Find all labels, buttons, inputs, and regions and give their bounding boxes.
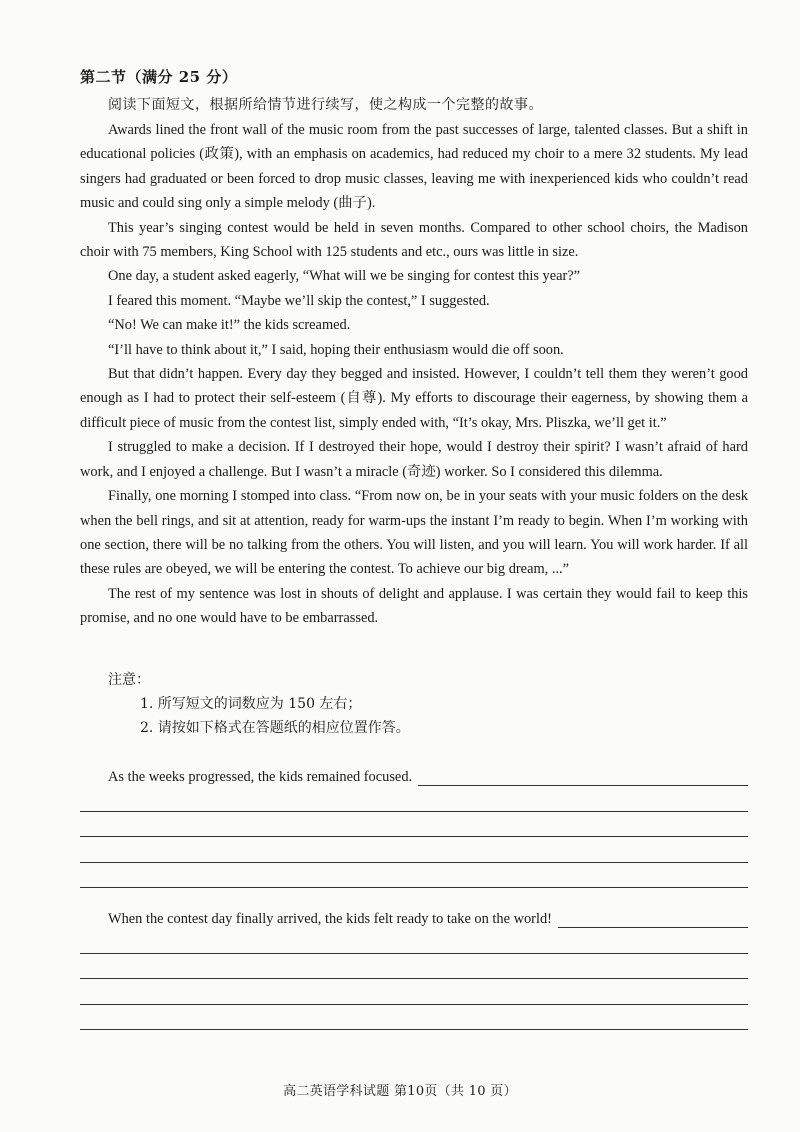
section-title: 第二节（满分 25 分） [80,68,238,86]
passage-paragraph: Awards lined the front wall of the music room from the past successes of large, talented classes. But a shift in educational policies (政策), with an emphasis on academics, had reduced my choir to a mere 32 students. My lead singers had graduated or been forced to drop music classes, leaving me with inexperienced kids who couldn’t read music and could sing only a simple melody (曲子). [80,122,748,212]
answer-area [80,764,748,1030]
writing-line[interactable] [80,863,748,889]
passage-paragraph: This year’s singing contest would be held in seven months. Compared to other school choirs, the Madison choir with 75 members, King School with 125 students and etc., ours was little in size. [80,219,748,261]
passage-paragraph: But that didn’t happen. Every day they begged and insisted. However, I couldn’t tell them they weren’t good enough as I had to protect their self-esteem (自尊). My efforts to discourage their eagerness, by showing them a difficult piece of music from the contest list, simply ended with, “It’s okay, Mrs. Pliszka, we’ll get it.” [80,366,748,431]
passage-paragraph: Finally, one morning I stomped into class. “From now on, be in your seats with your music folders on the desk when the bell rings, and sit at attention, ready for warm-ups the instant I’m ready to begin. When I’m working with one section, there will be no talking from the others. You will listen, and you will learn. You will work harder. If all these rules are obeyed, we will be entering the contest. To achieve our big dream, ...” [80,488,748,578]
writing-line[interactable] [80,928,748,954]
writing-line[interactable] [80,786,748,812]
notes-block [108,668,410,740]
prompt-text: As the weeks progressed, the kids remained focused. [108,769,413,785]
passage-paragraph: The rest of my sentence was lost in shouts of delight and applause. I was certain they would fail to keep this promise, and no one would have to be embarrassed. [80,585,748,627]
instruction-text: 阅读下面短文，根据所给情节进行续写，使之构成一个完整的故事。 [108,97,543,113]
continuation-prompt-1 [108,764,748,786]
passage-paragraph: I struggled to make a decision. If I destroyed their hope, would I destroy their spirit? I wasn’t afraid of hard work, and I enjoyed a challenge. But I wasn’t a miracle (奇迹) worker. So I considered this dilemma. [80,439,748,480]
writing-line[interactable] [418,771,748,786]
writing-line[interactable] [558,913,748,928]
passage-paragraph: “No! We can make it!” the kids screamed. [108,317,351,334]
notes-heading: 注意： [108,672,150,688]
passage-paragraph: I feared this moment. “Maybe we’ll skip the contest,” I suggested. [108,292,490,309]
passage-paragraph: “I’ll have to think about it,” I said, hoping their enthusiasm would die off soon. [108,341,564,358]
writing-line[interactable] [80,954,748,980]
writing-line[interactable] [80,837,748,863]
writing-line[interactable] [80,812,748,838]
passage-paragraph: One day, a student asked eagerly, “What will we be singing for contest this year?” [108,268,581,285]
note-item: 1. 所写短文的词数应为 150 左右； [140,696,362,712]
prompt-text: When the contest day finally arrived, the kids felt ready to take on the world! [108,911,552,927]
continuation-prompt-2 [108,906,748,928]
writing-line[interactable] [80,1005,748,1031]
note-item: 2. 请按如下格式在答题纸的相应位置作答。 [140,720,410,736]
writing-line[interactable] [80,979,748,1005]
page-footer: 高二英语学科试题 第10页（共 10 页） [283,1084,517,1099]
story-passage [80,118,748,631]
